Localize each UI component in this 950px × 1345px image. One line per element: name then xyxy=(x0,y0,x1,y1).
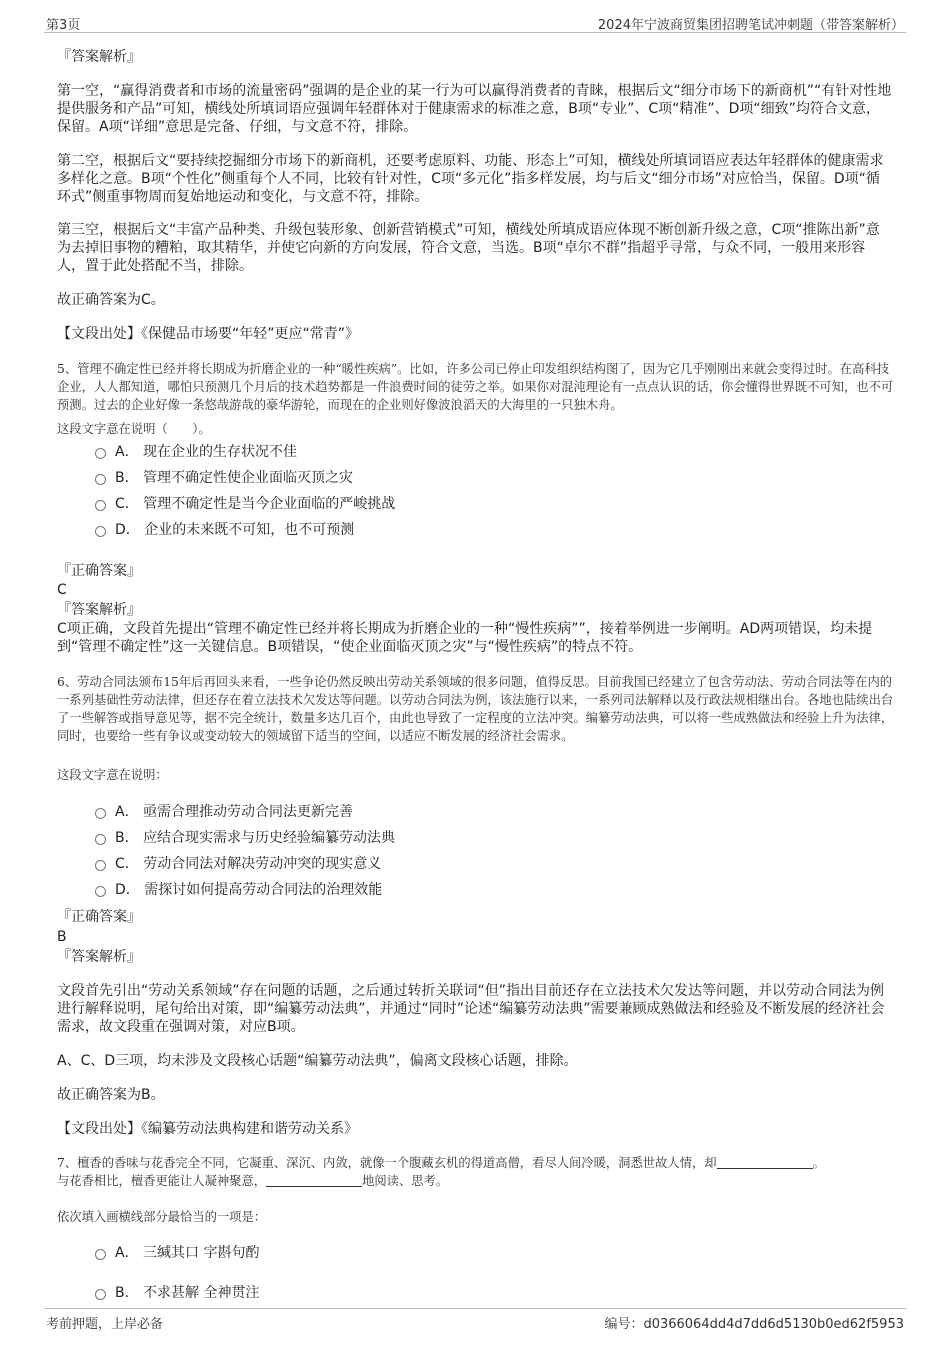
footer-slogan: 考前押题，上岸必备 xyxy=(46,1317,164,1332)
q7-question: 依次填入画横线部分最恰当的一项是： xyxy=(57,1210,267,1224)
document-title: 2024年宁波商贸集团招聘笔试冲刺题（带答案解析） xyxy=(597,18,904,33)
q5-answer: C xyxy=(57,582,67,598)
radio-icon[interactable] xyxy=(95,500,106,511)
q6-stem: 6、劳动合同法颁布15年后再回头来看，一些争论仍然反映出劳动关系领域的很多问题，值得反思。目前我国已经建立了包含劳动法、劳动合同法等在内的一系列基础性劳动法律，但还存在着立法技术欠发达等问题。以劳动合同法为例，该法施行以来，一系列司法解释以及行政法规相继出台。各地也陆续出台了一些解答或指导意见等，据不完全统计，数量多达几百个，由此也导致了一定程度的立法冲突。编纂劳动法典，可以将一些成熟做法和经验上升为法律，同时，也要给一些有争议或变动较大的领域留下适当的空间，以适应不断发展的经济社会需求。 xyxy=(57,675,894,743)
document-id: 编号：d0366064dd4d7dd6d5130b0ed62f5953 xyxy=(604,1317,904,1332)
answer-blank-1 xyxy=(717,1156,813,1169)
q6-answer-label: 『正确答案』 xyxy=(57,909,141,925)
radio-icon[interactable] xyxy=(95,860,106,871)
q4-analysis-label: 『答案解析』 xyxy=(57,49,141,65)
q6-source: 【文段出处】《编纂劳动法典构建和谐劳动关系》 xyxy=(57,1121,358,1137)
q5-option-b[interactable]: B． 管理不确定性使企业面临灭顶之灾 xyxy=(95,468,353,488)
q5-option-a[interactable]: A． 现在企业的生存状况不佳 xyxy=(95,442,297,462)
q4-analysis-p1: 第一空，“赢得消费者和市场的流量密码”强调的是企业的某一行为可以赢得消费者的青睐，根据后文“细分市场下的新商机”“有针对性地提供服务和产品”可知，横线处所填词语应强调年轻群体对于健康需求的标准之意，B项“专业”、C项“精准”、D项“细致”均符合文意，保留。A项“详细”意思是完备、仔细，与文意不符，排除。 xyxy=(57,83,892,135)
q7-option-b[interactable]: B． 不求甚解 全神贯注 xyxy=(95,1283,260,1303)
q4-analysis-p3: 第三空，根据后文“丰富产品种类、升级包装形象、创新营销模式”可知，横线处所填成语应体现不断创新升级之意，C项“推陈出新”意为去掉旧事物的糟粕，取其精华，并使它向新的方向发展，符合文意，当选。B项“卓尔不群”指超乎寻常，与众不同，一般用来形容人，置于此处搭配不当，排除。 xyxy=(57,222,880,274)
q6-analysis-p1: 文段首先引出“劳动关系领域”存在问题的话题，之后通过转折关联词“但”指出目前还存在立法技术欠发达等问题，并以劳动合同法为例进行解释说明，尾句给出对策，即“编纂劳动法典”，并通过“同时”论述“编纂劳动法典”需要兼顾成熟做法和经验及不断发展的经济社会需求，故文段重在强调对策，对应B项。 xyxy=(57,983,885,1035)
q6-question: 这段文字意在说明： xyxy=(57,768,168,782)
q5-option-d[interactable]: D． 企业的未来既不可知，也不可预测 xyxy=(95,520,354,540)
q4-analysis-p2: 第二空，根据后文“要持续挖掘细分市场下的新商机，还要考虑原料、功能、形态上”可知，横线处所填词语应表达年轻群体的健康需求多样化之意。B项“个性化”侧重每个人不同，比较有针对性，C项“多元化”指多样发展，均与后文“细分市场”对应恰当，保留。D项“循环式”侧重事物周而复始地运动和变化，与文意不符，排除。 xyxy=(57,153,884,205)
q6-option-b[interactable]: B． 应结合现实需求与历史经验编纂劳动法典 xyxy=(95,828,395,848)
radio-icon[interactable] xyxy=(95,1249,106,1260)
q7-stem: 7、檀香的香味与花香完全不同，它凝重、深沉、内敛，就像一个腹藏玄机的得道高僧，看尽人间冷暖，洞悉世故人情，却 。 与花香相比，檀香更能让人凝神聚意， 地阅读、思考。 xyxy=(57,1156,825,1188)
q6-option-a[interactable]: A． 亟需合理推动劳动合同法更新完善 xyxy=(95,802,353,822)
answer-blank-2 xyxy=(266,1174,362,1187)
radio-icon[interactable] xyxy=(95,886,106,897)
radio-icon[interactable] xyxy=(95,1289,106,1300)
q6-answer: B xyxy=(57,929,67,945)
q6-option-d[interactable]: D． 需探讨如何提高劳动合同法的治理效能 xyxy=(95,880,382,900)
q6-option-c[interactable]: C． 劳动合同法对解决劳动冲突的现实意义 xyxy=(95,854,381,874)
q6-conclusion: 故正确答案为B。 xyxy=(57,1087,165,1103)
q5-question: 这段文字意在说明（ ）。 xyxy=(57,422,211,436)
page-footer xyxy=(44,1308,906,1331)
q5-analysis-label: 『答案解析』 xyxy=(57,602,141,618)
q6-analysis-p2: A、C、D三项，均未涉及文段核心话题“编纂劳动法典”，偏离文段核心话题，排除。 xyxy=(57,1053,578,1069)
page-number: 第3页 xyxy=(46,18,81,33)
q6-analysis-label: 『答案解析』 xyxy=(57,949,141,965)
q5-option-c[interactable]: C． 管理不确定性是当今企业面临的严峻挑战 xyxy=(95,494,395,514)
q5-analysis: C项正确，文段首先提出“管理不确定性已经并将长期成为折磨企业的一种“慢性疾病””，接着举例进一步阐明。AD两项错误，均未提到“管理不确定性”这一关键信息。B项错误，“使企业面临灭顶之灾”与“慢性疾病”的特点不符。 xyxy=(57,621,873,655)
page-header xyxy=(44,12,906,33)
radio-icon[interactable] xyxy=(95,474,106,485)
radio-icon[interactable] xyxy=(95,834,106,845)
radio-icon[interactable] xyxy=(95,448,106,459)
q4-source: 【文段出处】《保健品市场要“年轻”更应“常青”》 xyxy=(57,326,360,342)
radio-icon[interactable] xyxy=(95,526,106,537)
q7-option-a[interactable]: A． 三缄其口 字斟句酌 xyxy=(95,1243,259,1263)
q5-stem: 5、管理不确定性已经并将长期成为折磨企业的一种“暖性疾病”。比如，许多公司已停止印发组织结构图了，因为它几乎刚刚出来就会变得过时。在高科技企业，人人都知道，哪怕只预测几个月后的技术趋势都是一件浪费时间的徒劳之举。如果你对混沌理论有一点点认识的话，你会懂得世界既不可知，也不可预测。过去的企业好像一条悠哉游哉的豪华游轮，而现在的企业则好像波浪滔天的大海里的一只独木舟。 xyxy=(57,362,894,412)
q5-answer-label: 『正确答案』 xyxy=(57,563,141,579)
q4-conclusion: 故正确答案为C。 xyxy=(57,292,165,308)
radio-icon[interactable] xyxy=(95,808,106,819)
